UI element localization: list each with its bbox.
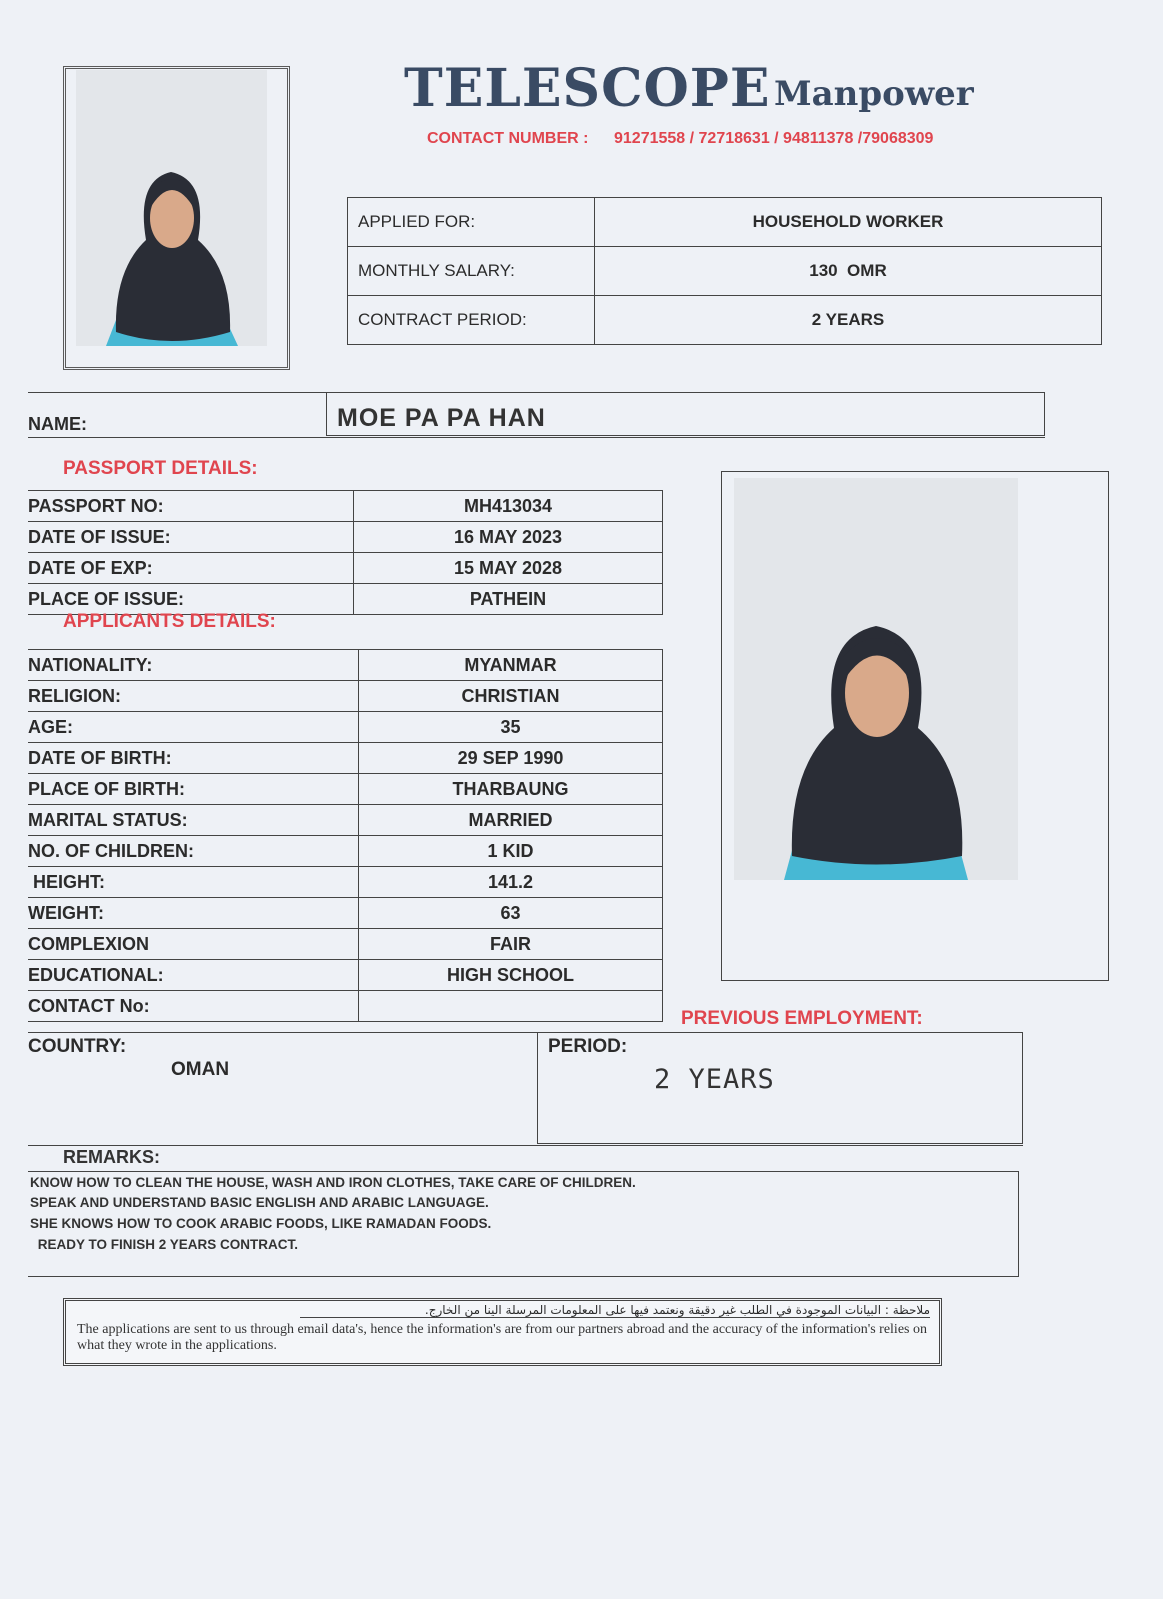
contact-numbers: 91271558 / 72718631 / 94811378 /79068309: [614, 130, 934, 147]
dob-value: 29 SEP 1990: [359, 743, 663, 774]
contract-period-value: 2 YEARS: [595, 296, 1102, 345]
table-row: [28, 805, 663, 836]
disclaimer-english: The applications are sent to us through email data's, hence the information's are from our partners abroad and the accuracy of the information's relies on what they wrote in the applications.: [77, 1322, 927, 1353]
remark-line: READY TO FINISH 2 YEARS CONTRACT.: [34, 1237, 299, 1252]
table-row: [28, 867, 663, 898]
height-label: HEIGHT:: [28, 867, 359, 898]
applicant-heading: APPLICANTS DETAILS:: [63, 611, 276, 632]
table-row: [28, 929, 663, 960]
nationality-label: NATIONALITY:: [28, 650, 359, 681]
weight-value: 63: [359, 898, 663, 929]
exp-date-value: 15 MAY 2028: [354, 553, 663, 584]
complexion-value: FAIR: [359, 929, 663, 960]
remark-line: SPEAK AND UNDERSTAND BASIC ENGLISH AND ARABIC LANGUAGE.: [30, 1195, 489, 1210]
applicant-table: [28, 649, 663, 1022]
table-row: [28, 553, 663, 584]
passport-table: [28, 490, 663, 615]
issue-place-value: PATHEIN: [354, 584, 663, 615]
table-row: [28, 991, 663, 1022]
table-row: [348, 198, 1102, 247]
country-label: COUNTRY:: [28, 1036, 127, 1057]
passport-heading: PASSPORT DETAILS:: [63, 458, 258, 479]
weight-label: WEIGHT:: [28, 898, 359, 929]
table-row: [348, 296, 1102, 345]
country-value: OMAN: [171, 1059, 230, 1080]
period-label: PERIOD:: [548, 1036, 628, 1057]
contact-no-label: CONTACT No:: [28, 991, 359, 1022]
marital-value: MARRIED: [359, 805, 663, 836]
table-row: [28, 522, 663, 553]
birthplace-label: PLACE OF BIRTH:: [28, 774, 359, 805]
application-table: [347, 197, 1102, 345]
issue-date-label: DATE OF ISSUE:: [28, 522, 354, 553]
height-value: 141.2: [359, 867, 663, 898]
dob-label: DATE OF BIRTH:: [28, 743, 359, 774]
name-value: MOE PA PA HAN: [337, 404, 546, 432]
previous-employment-heading: PREVIOUS EMPLOYMENT:: [681, 1008, 923, 1029]
applied-for-label: APPLIED FOR:: [348, 198, 595, 247]
children-label: NO. OF CHILDREN:: [28, 836, 359, 867]
children-value: 1 KID: [359, 836, 663, 867]
salary-value: 130 OMR: [595, 247, 1102, 296]
issue-place-label: PLACE OF ISSUE:: [28, 584, 354, 615]
table-row: [348, 247, 1102, 296]
table-row: [28, 491, 663, 522]
passport-no-value: MH413034: [354, 491, 663, 522]
nationality-value: MYANMAR: [359, 650, 663, 681]
remark-line: KNOW HOW TO CLEAN THE HOUSE, WASH AND IRON CLOTHES, TAKE CARE OF CHILDREN.: [30, 1175, 636, 1190]
applied-for-value: HOUSEHOLD WORKER: [595, 198, 1102, 247]
complexion-label: COMPLEXION: [28, 929, 359, 960]
contact-no-value: [359, 991, 663, 1022]
exp-date-label: DATE OF EXP:: [28, 553, 354, 584]
age-value: 35: [359, 712, 663, 743]
marital-label: MARITAL STATUS:: [28, 805, 359, 836]
table-row: [28, 774, 663, 805]
table-row: [28, 743, 663, 774]
disclaimer-arabic: ملاحظة : البيانات الموجودة في الطلب غير دقيقة ونعتمد فيها على المعلومات المرسلة الينا من الخارج.: [300, 1303, 930, 1318]
table-row: [28, 584, 663, 615]
age-label: AGE:: [28, 712, 359, 743]
remarks-heading: REMARKS:: [63, 1147, 160, 1167]
education-value: HIGH SCHOOL: [359, 960, 663, 991]
issue-date-value: 16 MAY 2023: [354, 522, 663, 553]
brand-title: TELESCOPE: [404, 58, 771, 119]
remark-line: SHE KNOWS HOW TO COOK ARABIC FOODS, LIKE RAMADAN FOODS.: [30, 1216, 492, 1231]
table-row: [28, 960, 663, 991]
passport-no-label: PASSPORT NO:: [28, 491, 354, 522]
period-value: 2 YEARS: [654, 1064, 775, 1095]
education-label: EDUCATIONAL:: [28, 960, 359, 991]
religion-label: RELIGION:: [28, 681, 359, 712]
table-row: [28, 650, 663, 681]
table-row: [28, 836, 663, 867]
table-row: [28, 681, 663, 712]
contact-label: CONTACT NUMBER :: [427, 130, 589, 147]
brand-subtitle: Manpower: [774, 74, 974, 114]
applicant-photo-small: [76, 70, 267, 346]
birthplace-value: THARBAUNG: [359, 774, 663, 805]
salary-label: MONTHLY SALARY:: [348, 247, 595, 296]
name-label: NAME:: [28, 414, 87, 434]
table-row: [28, 898, 663, 929]
contract-period-label: CONTRACT PERIOD:: [348, 296, 595, 345]
religion-value: CHRISTIAN: [359, 681, 663, 712]
table-row: [28, 712, 663, 743]
applicant-photo-large: [734, 478, 1018, 880]
